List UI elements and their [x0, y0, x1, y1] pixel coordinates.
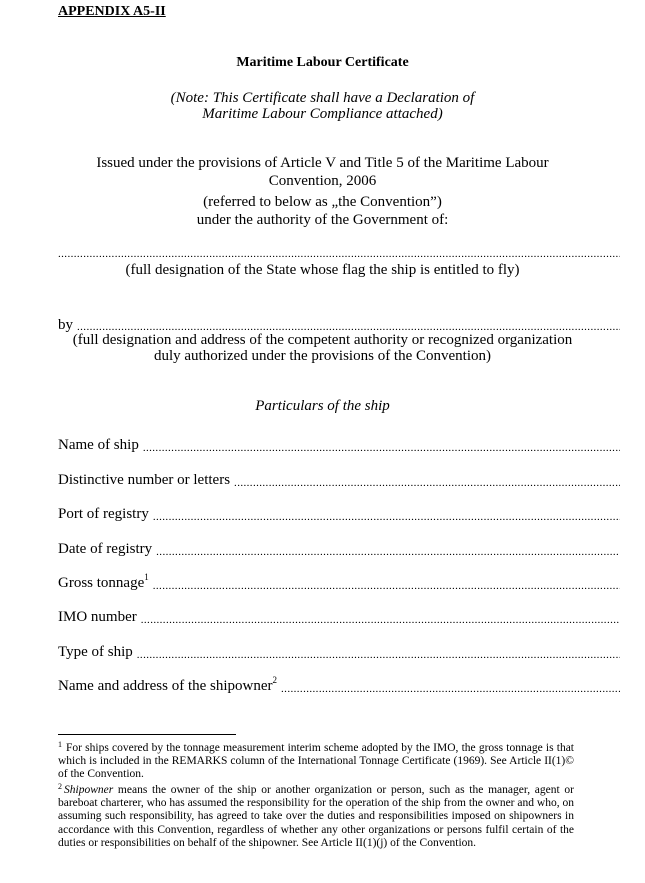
- footnote-divider: [58, 734, 236, 735]
- issued-line-3: (referred to below as „the Convention”): [203, 194, 442, 210]
- field-label-shipowner: [58, 673, 277, 695]
- issued-line-1: Issued under the provisions of Article V and Title 5 of the Maritime Labour: [96, 155, 549, 171]
- field-imo-number[interactable]: [141, 614, 620, 626]
- field-row-date-of-registry: [58, 538, 620, 558]
- field-label-name-of-ship: Name of ship: [58, 437, 139, 453]
- issued-line-2: Convention, 2006: [268, 173, 377, 189]
- field-row-type-of-ship: [58, 641, 620, 661]
- authority-row: [58, 315, 620, 333]
- field-label-port-of-registry: Port of registry: [58, 506, 149, 522]
- field-row-port-of-registry: [58, 503, 620, 523]
- field-type-of-ship[interactable]: [137, 649, 620, 661]
- particulars-title: Particulars of the ship: [255, 398, 390, 414]
- field-date-of-registry[interactable]: [156, 546, 620, 558]
- shipowner-text: Name and address of the shipowner: [58, 678, 273, 694]
- by-label: by: [58, 317, 73, 333]
- footnote-1: [58, 742, 574, 782]
- field-row-shipowner: [58, 675, 620, 695]
- field-port-of-registry[interactable]: [153, 511, 620, 523]
- field-row-gross-tonnage: [58, 572, 620, 592]
- note-line-1: (Note: This Certificate shall have a Declaration of: [170, 90, 475, 106]
- field-label-date-of-registry: Date of registry: [58, 541, 153, 557]
- field-label-distinctive-number: Distinctive number or letters: [58, 472, 231, 488]
- gross-tonnage-text: Gross tonnage: [58, 575, 145, 591]
- footnote-ref-1: 1: [144, 572, 149, 582]
- certificate-title: Maritime Labour Certificate: [236, 55, 409, 70]
- footnote-2-text: means the owner of the ship or another organization or person, such as the manager, agent or bareboat charterer, who has assumed the responsibility for the operation of the ship from the owner and who, on assuming such responsibility, has agreed to take over the duties and responsibilities imposed on shipowners in accordance with this Convention, regardless of whether any other organizations or persons fulfil certain of the duties or responsibilities on behalf of the shipowner. See Article II(1)(j) of the Convention.: [58, 784, 574, 849]
- issued-line-4: under the authority of the Government of:: [196, 212, 449, 228]
- appendix-heading: APPENDIX A5-II: [58, 4, 166, 19]
- authority-caption-line-2: duly authorized under the provisions of the Convention): [153, 348, 492, 364]
- field-gross-tonnage[interactable]: [153, 580, 620, 592]
- field-row-distinctive-number: [58, 469, 620, 489]
- field-name-of-ship[interactable]: [143, 442, 620, 454]
- field-row-imo-number: [58, 606, 620, 626]
- footnote-1-text: For ships covered by the tonnage measurement interim scheme adopted by the IMO, the gross tonnage is that which is included in the REMARKS column of the International Tonnage Certificate (1969). See Article II(1)© of the Convention.: [58, 742, 574, 781]
- authority-caption-line-1: (full designation and address of the competent authority or recognized organization: [72, 332, 573, 348]
- field-shipowner[interactable]: [281, 683, 620, 695]
- note-line-2: Maritime Labour Compliance attached): [202, 106, 443, 122]
- footnote-2-term: Shipowner: [64, 784, 114, 796]
- footnote-1-mark: 1: [58, 740, 62, 749]
- state-designation-field[interactable]: [58, 248, 620, 260]
- footnote-ref-2: 2: [272, 675, 278, 685]
- field-row-name-of-ship: [58, 434, 620, 454]
- field-distinctive-number[interactable]: [234, 477, 620, 489]
- state-caption: (full designation of the State whose flag the ship is entitled to fly): [125, 262, 520, 278]
- field-label-type-of-ship: Type of ship: [58, 644, 133, 660]
- footnote-2: [58, 784, 574, 850]
- field-label-imo-number: IMO number: [58, 609, 137, 625]
- field-label-gross-tonnage: [58, 570, 149, 592]
- footnote-2-mark: 2: [58, 782, 62, 791]
